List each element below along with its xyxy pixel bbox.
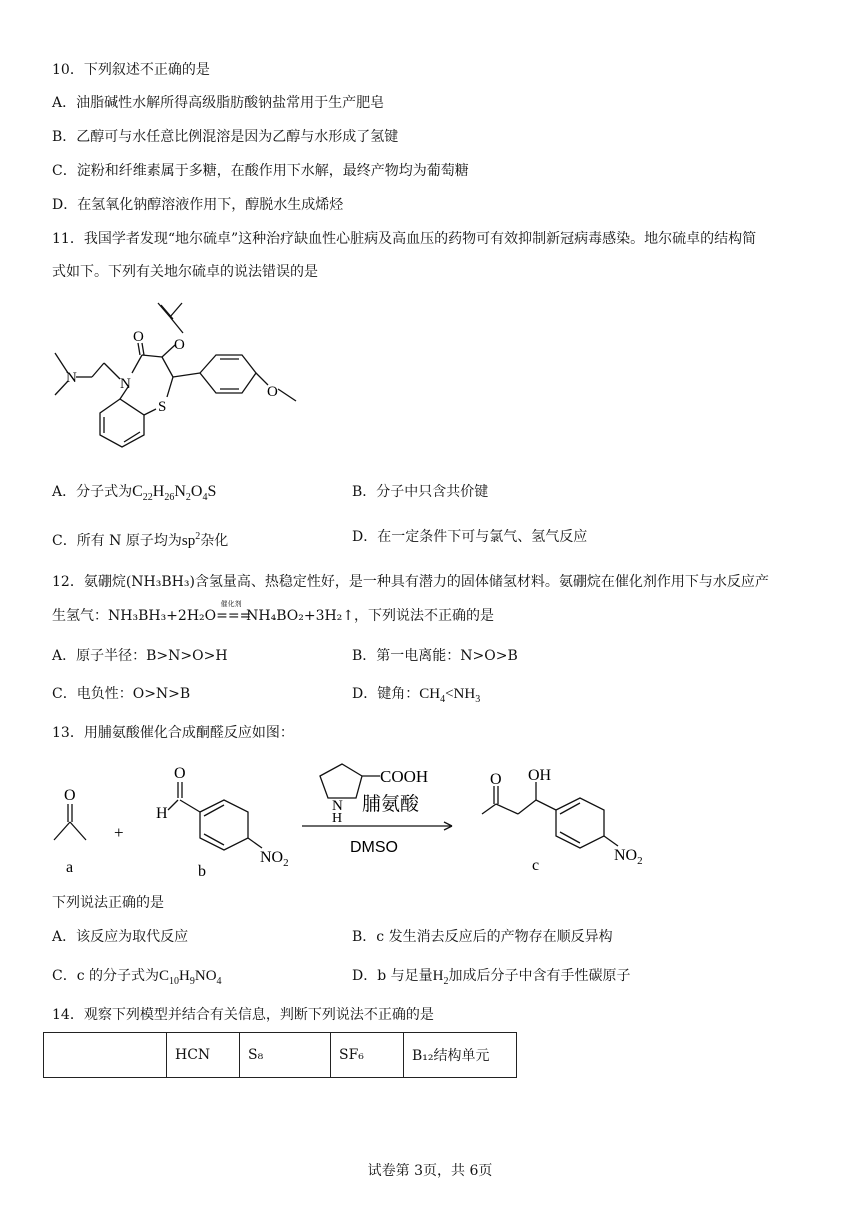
q11-option-b: B．分子中只含共价键 [352, 484, 489, 500]
q10-stem: 10．下列叙述不正确的是 [52, 62, 210, 78]
q13-option-a: A．该反应为取代反应 [52, 929, 189, 945]
q12-stem-line2: 生氢气：NH₃BH₃+2H₂O 催化剂 ===NH₄BO₂+3H₂↑，下列说法不正确的是 [52, 600, 495, 624]
s-label: S [158, 399, 167, 415]
q14-model-table [43, 1032, 517, 1078]
n-ring-label: N [120, 376, 131, 392]
label-a: a [66, 859, 74, 876]
q11-stem-line1: 11．我国学者发现“地尔硫卓”这种治疗缺血性心脏病及高血压的药物可有效抑制新冠病毒感染。地尔硫卓的结构简 [52, 231, 757, 247]
a-carbonyl-o: O [64, 787, 76, 804]
proline-cooh: COOH [380, 767, 429, 786]
q13-stem: 13．用脯氨酸催化合成酮醛反应如图： [52, 725, 294, 741]
catalyst-name: 脯氨酸 [362, 793, 420, 815]
q12-option-b: B．第一电离能：N>O>B [352, 648, 518, 664]
proline-h: H [332, 811, 343, 826]
q10-option-c: C．淀粉和纤维素属于多糖，在酸作用下水解，最终产物均为葡萄糖 [52, 163, 469, 179]
proline-n: N [332, 798, 343, 814]
q12-option-d: D．键角：$CH_4<NH_3$ [352, 686, 481, 705]
q11-option-d: D．在一定条件下可与氯气、氢气反应 [352, 529, 588, 545]
q11-stem-line2: 式如下。下列有关地尔硫卓的说法错误的是 [52, 264, 318, 280]
c-carbonyl-o: O [490, 771, 502, 788]
q10-option-d: D．在氢氧化钠醇溶液作用下，醇脱水生成烯烃 [52, 197, 344, 213]
q10-option-a: A．油脂碱性水解所得高级脂肪酸钠盐常用于生产肥皂 [52, 95, 385, 111]
solvent-label: DMSO [350, 839, 398, 856]
table-cell: HCN [167, 1033, 240, 1078]
plus-sign: + [114, 823, 124, 842]
table-cell [44, 1033, 167, 1078]
page-footer: 试卷第 3页，共 6页 [367, 1163, 493, 1179]
q13-option-d: D．b 与足量$H_2$加成后分子中含有手性碳原子 [352, 968, 631, 987]
o-ester-label: O [174, 337, 185, 353]
b-aldehyde-h: H [156, 805, 168, 822]
b-carbonyl-o: O [174, 765, 186, 782]
label-b: b [198, 863, 206, 880]
q11-option-a: A．分子式为$C_{22}H_{26}N_2O_4S$ [52, 483, 217, 504]
table-cell: S₈ [240, 1033, 331, 1078]
q13-option-b: B．c 发生消去反应后的产物存在顺反异构 [352, 929, 613, 945]
c-hydroxyl: OH [528, 767, 552, 784]
o-keto-label: O [133, 329, 144, 345]
q10-option-b: B．乙醇可与水任意比例混溶是因为乙醇与水形成了氢键 [52, 129, 399, 145]
n-amine-label: N [66, 370, 77, 386]
q12-option-c: C．电负性：O>N>B [52, 686, 191, 702]
q13-reaction-scheme [40, 752, 680, 882]
q13-option-c: C．c 的分子式为$C_{10}H_9NO_4$ [52, 968, 222, 987]
label-c: c [532, 857, 540, 874]
q11-option-c: C．所有 N 原子均为$sp^2$杂化 [52, 531, 229, 549]
b-nitro: $NO_2$ [260, 849, 289, 869]
q13-lead: 下列说法正确的是 [52, 895, 164, 911]
q12-stem-line1: 12．氨硼烷(NH₃BH₃)含氢量高、热稳定性好，是一种具有潜力的固体储氢材料。氨硼烷在催化剂作用下与水反应产 [52, 574, 769, 590]
q12-option-a: A．原子半径：B>N>O>H [52, 648, 228, 664]
q14-stem: 14．观察下列模型并结合有关信息，判断下列说法不正确的是 [52, 1007, 434, 1023]
table-cell: SF₆ [331, 1033, 404, 1078]
o-methoxy-label: O [267, 384, 278, 400]
diltiazem-structure [40, 295, 320, 460]
table-cell: B₁₂结构单元 [404, 1033, 517, 1078]
c-nitro: $NO_2$ [614, 847, 643, 867]
